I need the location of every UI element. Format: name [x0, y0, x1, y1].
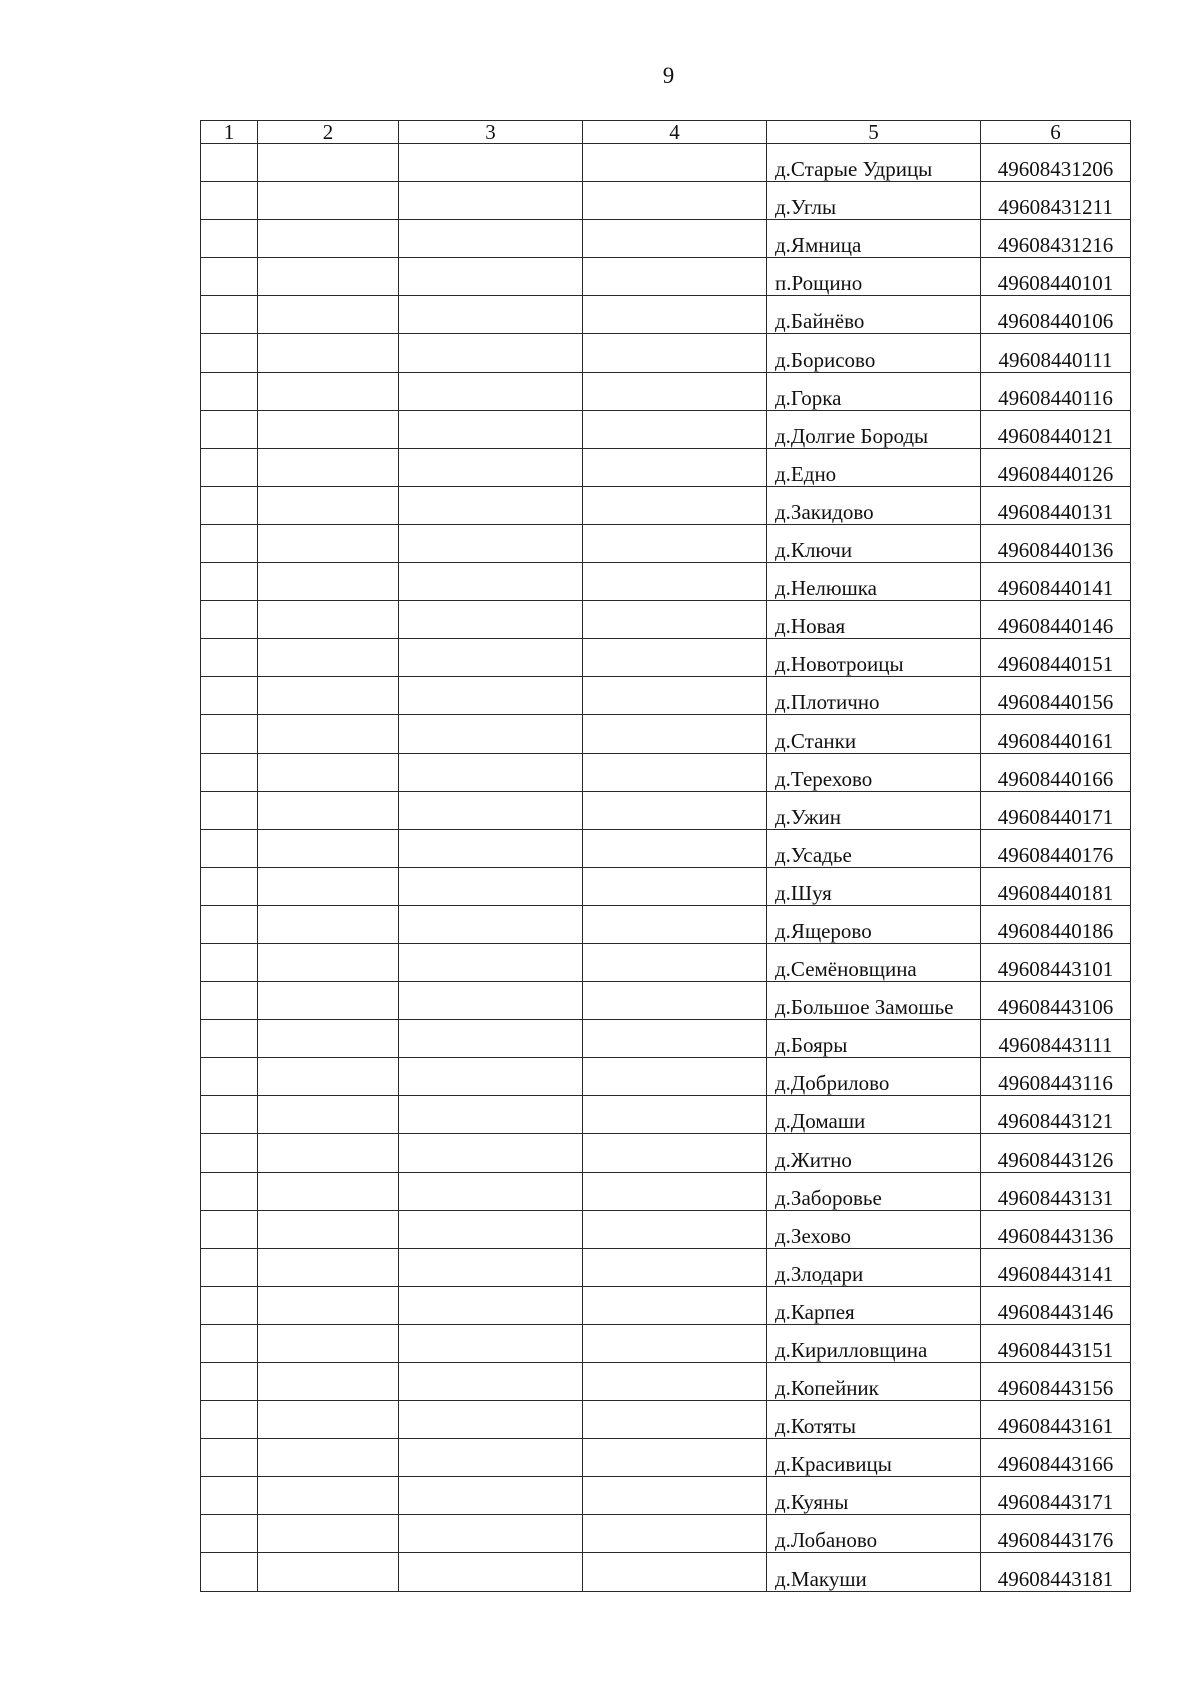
- col-3-cell: [399, 715, 583, 753]
- col-2-cell: [258, 867, 399, 905]
- settlement-name-cell: д.Зехово: [767, 1210, 981, 1248]
- table-row: [201, 1020, 1131, 1058]
- col-3-cell: [399, 1553, 583, 1591]
- settlements-table-container: [200, 120, 1131, 1592]
- table-row: [201, 1515, 1131, 1553]
- settlement-name-cell: д.Станки: [767, 715, 981, 753]
- settlement-name-cell: д.Карпея: [767, 1286, 981, 1324]
- table-row: [201, 1363, 1131, 1401]
- col-3-cell: [399, 1248, 583, 1286]
- col-1-cell: [201, 1058, 258, 1096]
- settlement-name-cell: д.Плотично: [767, 677, 981, 715]
- oktmo-code-cell: 49608443126: [981, 1134, 1131, 1172]
- settlement-name-cell: д.Котяты: [767, 1401, 981, 1439]
- col-2-cell: [258, 1058, 399, 1096]
- table-row: [201, 1439, 1131, 1477]
- column-header-3: 3: [399, 121, 583, 144]
- col-4-cell: [583, 1058, 767, 1096]
- col-3-cell: [399, 1515, 583, 1553]
- col-3-cell: [399, 258, 583, 296]
- col-3-cell: [399, 1401, 583, 1439]
- col-3-cell: [399, 1058, 583, 1096]
- table-row: [201, 867, 1131, 905]
- col-1-cell: [201, 905, 258, 943]
- col-3-cell: [399, 1477, 583, 1515]
- settlement-name-cell: д.Добрилово: [767, 1058, 981, 1096]
- col-4-cell: [583, 182, 767, 220]
- col-2-cell: [258, 829, 399, 867]
- col-4-cell: [583, 943, 767, 981]
- col-1-cell: [201, 144, 258, 182]
- col-3-cell: [399, 1134, 583, 1172]
- settlement-name-cell: д.Куяны: [767, 1477, 981, 1515]
- oktmo-code-cell: 49608440166: [981, 753, 1131, 791]
- oktmo-code-cell: 49608440136: [981, 524, 1131, 562]
- table-row: [201, 1058, 1131, 1096]
- col-2-cell: [258, 753, 399, 791]
- settlement-name-cell: д.Шуя: [767, 867, 981, 905]
- col-3-cell: [399, 1439, 583, 1477]
- oktmo-code-cell: 49608443106: [981, 982, 1131, 1020]
- table-row: [201, 1553, 1131, 1591]
- col-1-cell: [201, 601, 258, 639]
- col-4-cell: [583, 1020, 767, 1058]
- oktmo-code-cell: 49608440101: [981, 258, 1131, 296]
- col-2-cell: [258, 486, 399, 524]
- oktmo-code-cell: 49608443146: [981, 1286, 1131, 1324]
- oktmo-code-cell: 49608443166: [981, 1439, 1131, 1477]
- oktmo-code-cell: 49608440176: [981, 829, 1131, 867]
- col-1-cell: [201, 563, 258, 601]
- col-1-cell: [201, 1401, 258, 1439]
- col-4-cell: [583, 1553, 767, 1591]
- oktmo-code-cell: 49608443161: [981, 1401, 1131, 1439]
- col-4-cell: [583, 220, 767, 258]
- col-4-cell: [583, 524, 767, 562]
- col-4-cell: [583, 1096, 767, 1134]
- col-3-cell: [399, 486, 583, 524]
- oktmo-code-cell: 49608443111: [981, 1020, 1131, 1058]
- settlement-name-cell: д.Заборовье: [767, 1172, 981, 1210]
- col-2-cell: [258, 639, 399, 677]
- table-row: [201, 982, 1131, 1020]
- col-2-cell: [258, 220, 399, 258]
- settlement-name-cell: д.Закидово: [767, 486, 981, 524]
- col-2-cell: [258, 524, 399, 562]
- col-1-cell: [201, 1134, 258, 1172]
- col-3-cell: [399, 829, 583, 867]
- col-1-cell: [201, 829, 258, 867]
- settlement-name-cell: д.Лобаново: [767, 1515, 981, 1553]
- col-1-cell: [201, 1553, 258, 1591]
- col-2-cell: [258, 296, 399, 334]
- col-4-cell: [583, 1134, 767, 1172]
- col-2-cell: [258, 677, 399, 715]
- settlement-name-cell: д.Едно: [767, 448, 981, 486]
- col-1-cell: [201, 1096, 258, 1134]
- col-2-cell: [258, 1134, 399, 1172]
- col-1-cell: [201, 220, 258, 258]
- table-row: [201, 524, 1131, 562]
- table-row: [201, 753, 1131, 791]
- settlement-name-cell: д.Красивицы: [767, 1439, 981, 1477]
- col-2-cell: [258, 1439, 399, 1477]
- oktmo-code-cell: 49608431211: [981, 182, 1131, 220]
- col-3-cell: [399, 1210, 583, 1248]
- col-4-cell: [583, 639, 767, 677]
- table-row: [201, 791, 1131, 829]
- settlement-name-cell: д.Ящерово: [767, 905, 981, 943]
- col-4-cell: [583, 296, 767, 334]
- col-3-cell: [399, 410, 583, 448]
- col-4-cell: [583, 982, 767, 1020]
- col-1-cell: [201, 677, 258, 715]
- settlement-name-cell: п.Рощино: [767, 258, 981, 296]
- settlement-name-cell: д.Житно: [767, 1134, 981, 1172]
- col-3-cell: [399, 1020, 583, 1058]
- table-row: [201, 601, 1131, 639]
- col-4-cell: [583, 867, 767, 905]
- oktmo-code-cell: 49608440116: [981, 372, 1131, 410]
- col-3-cell: [399, 296, 583, 334]
- col-3-cell: [399, 943, 583, 981]
- col-3-cell: [399, 905, 583, 943]
- oktmo-code-cell: 49608440111: [981, 334, 1131, 372]
- col-3-cell: [399, 1363, 583, 1401]
- settlement-name-cell: д.Горка: [767, 372, 981, 410]
- oktmo-code-cell: 49608440121: [981, 410, 1131, 448]
- col-2-cell: [258, 905, 399, 943]
- col-2-cell: [258, 715, 399, 753]
- col-2-cell: [258, 1515, 399, 1553]
- table-row: [201, 1210, 1131, 1248]
- col-3-cell: [399, 753, 583, 791]
- settlement-name-cell: д.Ужин: [767, 791, 981, 829]
- oktmo-code-cell: 49608443171: [981, 1477, 1131, 1515]
- table-row: [201, 1248, 1131, 1286]
- oktmo-code-cell: 49608443136: [981, 1210, 1131, 1248]
- col-1-cell: [201, 1248, 258, 1286]
- col-3-cell: [399, 639, 583, 677]
- table-row: [201, 677, 1131, 715]
- column-header-5: 5: [767, 121, 981, 144]
- settlements-table: [200, 120, 1131, 1592]
- settlement-name-cell: д.Терехово: [767, 753, 981, 791]
- col-3-cell: [399, 677, 583, 715]
- col-2-cell: [258, 1096, 399, 1134]
- col-2-cell: [258, 601, 399, 639]
- col-1-cell: [201, 524, 258, 562]
- table-row: [201, 182, 1131, 220]
- col-4-cell: [583, 410, 767, 448]
- settlement-name-cell: д.Злодари: [767, 1248, 981, 1286]
- col-1-cell: [201, 182, 258, 220]
- oktmo-code-cell: 49608443176: [981, 1515, 1131, 1553]
- settlement-name-cell: д.Долгие Бороды: [767, 410, 981, 448]
- settlement-name-cell: д.Копейник: [767, 1363, 981, 1401]
- col-1-cell: [201, 1020, 258, 1058]
- page-number: 9: [662, 63, 675, 88]
- oktmo-code-cell: 49608440186: [981, 905, 1131, 943]
- col-3-cell: [399, 448, 583, 486]
- col-2-cell: [258, 982, 399, 1020]
- col-3-cell: [399, 1286, 583, 1324]
- oktmo-code-cell: 49608443131: [981, 1172, 1131, 1210]
- col-2-cell: [258, 1477, 399, 1515]
- column-header-4: 4: [583, 121, 767, 144]
- settlement-name-cell: д.Большое Замошье: [767, 982, 981, 1020]
- col-4-cell: [583, 829, 767, 867]
- col-4-cell: [583, 1172, 767, 1210]
- col-1-cell: [201, 1210, 258, 1248]
- col-2-cell: [258, 1248, 399, 1286]
- col-1-cell: [201, 296, 258, 334]
- table-row: [201, 220, 1131, 258]
- table-row: [201, 486, 1131, 524]
- settlement-name-cell: д.Новая: [767, 601, 981, 639]
- col-2-cell: [258, 563, 399, 601]
- col-3-cell: [399, 867, 583, 905]
- table-row: [201, 448, 1131, 486]
- col-2-cell: [258, 1324, 399, 1362]
- table-row: [201, 715, 1131, 753]
- oktmo-code-cell: 49608440141: [981, 563, 1131, 601]
- col-3-cell: [399, 334, 583, 372]
- col-4-cell: [583, 1515, 767, 1553]
- col-2-cell: [258, 334, 399, 372]
- col-4-cell: [583, 372, 767, 410]
- col-1-cell: [201, 1477, 258, 1515]
- col-3-cell: [399, 220, 583, 258]
- col-2-cell: [258, 943, 399, 981]
- col-4-cell: [583, 563, 767, 601]
- oktmo-code-cell: 49608431216: [981, 220, 1131, 258]
- col-2-cell: [258, 791, 399, 829]
- oktmo-code-cell: 49608443141: [981, 1248, 1131, 1286]
- col-4-cell: [583, 1286, 767, 1324]
- oktmo-code-cell: 49608440146: [981, 601, 1131, 639]
- col-3-cell: [399, 563, 583, 601]
- table-row: [201, 410, 1131, 448]
- col-4-cell: [583, 448, 767, 486]
- table-row: [201, 1096, 1131, 1134]
- col-1-cell: [201, 372, 258, 410]
- col-4-cell: [583, 905, 767, 943]
- col-2-cell: [258, 258, 399, 296]
- col-4-cell: [583, 486, 767, 524]
- col-2-cell: [258, 1286, 399, 1324]
- settlement-name-cell: д.Кирилловщина: [767, 1324, 981, 1362]
- table-row: [201, 829, 1131, 867]
- col-1-cell: [201, 791, 258, 829]
- table-row: [201, 1477, 1131, 1515]
- col-1-cell: [201, 334, 258, 372]
- col-3-cell: [399, 982, 583, 1020]
- settlement-name-cell: д.Бояры: [767, 1020, 981, 1058]
- table-row: [201, 1172, 1131, 1210]
- table-row: [201, 1134, 1131, 1172]
- col-1-cell: [201, 982, 258, 1020]
- oktmo-code-cell: 49608440156: [981, 677, 1131, 715]
- table-row: [201, 296, 1131, 334]
- settlement-name-cell: д.Углы: [767, 182, 981, 220]
- col-1-cell: [201, 1439, 258, 1477]
- col-4-cell: [583, 753, 767, 791]
- settlement-name-cell: д.Макуши: [767, 1553, 981, 1591]
- col-1-cell: [201, 715, 258, 753]
- oktmo-code-cell: 49608440106: [981, 296, 1131, 334]
- col-1-cell: [201, 1286, 258, 1324]
- col-4-cell: [583, 715, 767, 753]
- header-row: [201, 121, 1131, 144]
- col-3-cell: [399, 182, 583, 220]
- table-row: [201, 563, 1131, 601]
- column-header-2: 2: [258, 121, 399, 144]
- settlement-name-cell: д.Ямница: [767, 220, 981, 258]
- col-2-cell: [258, 1020, 399, 1058]
- col-4-cell: [583, 601, 767, 639]
- col-2-cell: [258, 1363, 399, 1401]
- col-4-cell: [583, 1477, 767, 1515]
- col-4-cell: [583, 1324, 767, 1362]
- col-4-cell: [583, 144, 767, 182]
- col-1-cell: [201, 1324, 258, 1362]
- table-body: [201, 144, 1131, 1592]
- col-1-cell: [201, 1515, 258, 1553]
- oktmo-code-cell: 49608443181: [981, 1553, 1131, 1591]
- col-4-cell: [583, 258, 767, 296]
- oktmo-code-cell: 49608440181: [981, 867, 1131, 905]
- col-3-cell: [399, 1324, 583, 1362]
- column-header-1: 1: [201, 121, 258, 144]
- table-row: [201, 1401, 1131, 1439]
- col-1-cell: [201, 867, 258, 905]
- col-1-cell: [201, 410, 258, 448]
- oktmo-code-cell: 49608443156: [981, 1363, 1131, 1401]
- settlement-name-cell: д.Домаши: [767, 1096, 981, 1134]
- col-1-cell: [201, 753, 258, 791]
- table-row: [201, 1286, 1131, 1324]
- table-header: [201, 121, 1131, 144]
- col-3-cell: [399, 1096, 583, 1134]
- settlement-name-cell: д.Ключи: [767, 524, 981, 562]
- table-row: [201, 144, 1131, 182]
- settlement-name-cell: д.Старые Удрицы: [767, 144, 981, 182]
- table-row: [201, 639, 1131, 677]
- settlement-name-cell: д.Байнёво: [767, 296, 981, 334]
- col-3-cell: [399, 1172, 583, 1210]
- col-2-cell: [258, 182, 399, 220]
- oktmo-code-cell: 49608443101: [981, 943, 1131, 981]
- col-4-cell: [583, 1248, 767, 1286]
- col-2-cell: [258, 1210, 399, 1248]
- settlement-name-cell: д.Новотроицы: [767, 639, 981, 677]
- oktmo-code-cell: 49608443121: [981, 1096, 1131, 1134]
- col-3-cell: [399, 144, 583, 182]
- col-2-cell: [258, 410, 399, 448]
- col-4-cell: [583, 334, 767, 372]
- oktmo-code-cell: 49608443116: [981, 1058, 1131, 1096]
- col-3-cell: [399, 791, 583, 829]
- col-1-cell: [201, 486, 258, 524]
- oktmo-code-cell: 49608440161: [981, 715, 1131, 753]
- col-2-cell: [258, 448, 399, 486]
- table-row: [201, 334, 1131, 372]
- settlement-name-cell: д.Нелюшка: [767, 563, 981, 601]
- col-2-cell: [258, 372, 399, 410]
- oktmo-code-cell: 49608443151: [981, 1324, 1131, 1362]
- col-4-cell: [583, 1363, 767, 1401]
- table-row: [201, 905, 1131, 943]
- table-row: [201, 372, 1131, 410]
- oktmo-code-cell: 49608440126: [981, 448, 1131, 486]
- col-1-cell: [201, 639, 258, 677]
- col-4-cell: [583, 791, 767, 829]
- oktmo-code-cell: 49608440131: [981, 486, 1131, 524]
- table-row: [201, 943, 1131, 981]
- col-1-cell: [201, 1172, 258, 1210]
- settlement-name-cell: д.Семёновщина: [767, 943, 981, 981]
- col-2-cell: [258, 1401, 399, 1439]
- col-1-cell: [201, 1363, 258, 1401]
- settlement-name-cell: д.Усадье: [767, 829, 981, 867]
- col-3-cell: [399, 601, 583, 639]
- col-4-cell: [583, 677, 767, 715]
- col-3-cell: [399, 372, 583, 410]
- col-2-cell: [258, 144, 399, 182]
- table-row: [201, 1324, 1131, 1362]
- col-2-cell: [258, 1172, 399, 1210]
- settlement-name-cell: д.Борисово: [767, 334, 981, 372]
- col-1-cell: [201, 943, 258, 981]
- col-1-cell: [201, 258, 258, 296]
- col-4-cell: [583, 1401, 767, 1439]
- col-4-cell: [583, 1439, 767, 1477]
- col-4-cell: [583, 1210, 767, 1248]
- table-row: [201, 258, 1131, 296]
- col-1-cell: [201, 448, 258, 486]
- col-3-cell: [399, 524, 583, 562]
- oktmo-code-cell: 49608440151: [981, 639, 1131, 677]
- col-2-cell: [258, 1553, 399, 1591]
- oktmo-code-cell: 49608431206: [981, 144, 1131, 182]
- oktmo-code-cell: 49608440171: [981, 791, 1131, 829]
- column-header-6: 6: [981, 121, 1131, 144]
